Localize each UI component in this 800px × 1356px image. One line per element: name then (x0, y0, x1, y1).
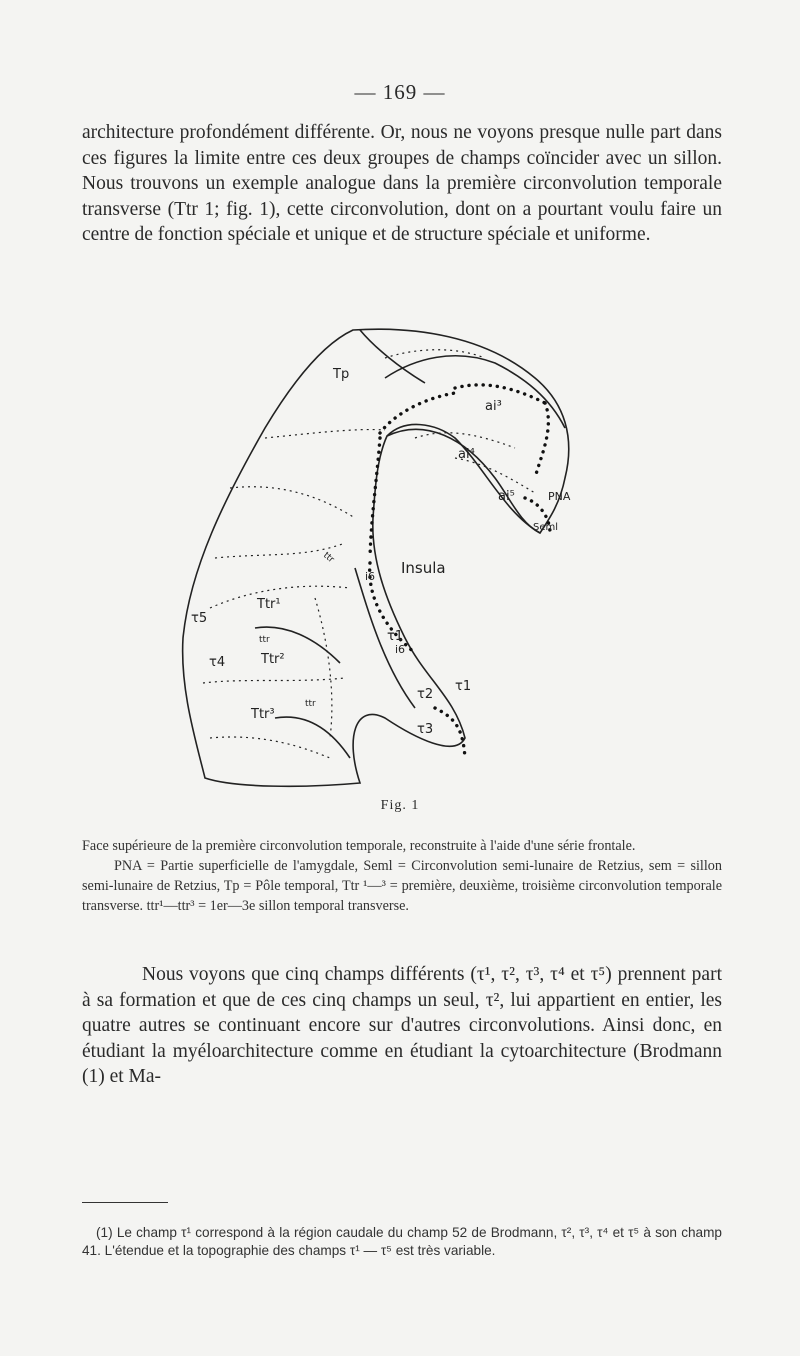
legend-line-1: Face supérieure de la première circonvolution temporale, reconstruite à l'aide d'une série frontale. (82, 838, 636, 854)
label-ai3: ai³ (485, 399, 502, 414)
label-ttr3: Ttr³ (251, 707, 275, 722)
label-t4: τ4 (209, 655, 226, 670)
figure-legend (82, 836, 722, 916)
label-seml: Seml (533, 522, 559, 533)
brain-figure (155, 318, 635, 818)
label-i6a: i6 (365, 570, 376, 583)
label-ttr2s: ttr (259, 635, 270, 645)
footnote: (1) Le champ τ¹ correspond à la région caudale du champ 52 de Brodmann, τ², τ³, τ⁴ et τ⁵ à son champ 41. L'étendue et la topographie des champs τ¹ — τ⁵ est très variable. (82, 1225, 722, 1258)
label-tp: Tp (333, 367, 350, 382)
label-ai4: ai⁴ (458, 447, 475, 462)
label-insula: Insula (401, 559, 446, 577)
label-t2: τ2 (417, 687, 434, 702)
label-t1a: τ1 (387, 629, 404, 644)
label-ttr1s: ttr (321, 550, 336, 566)
paragraph-1: architecture profondément différente. Or, nous ne voyons presque nulle part dans ces figures la limite entre ces deux groupes de champs coïncider avec un sillon. Nous trouvons un exemple analogue dans la première circonvolution temporale transverse (Ttr 1; fig. 1), cette circonvolution, dont on a pourtant voulu faire un centre de fonction spéciale et unique et de structure spéciale et uniforme. (82, 122, 722, 245)
figure-caption: Fig. 1 (380, 798, 420, 813)
label-ttr3s: ttr (305, 699, 316, 709)
label-t3: τ3 (417, 722, 434, 737)
label-i6b: i6 (395, 643, 406, 656)
label-ai5: ai⁵ (498, 489, 515, 504)
label-ttr2: Ttr² (261, 652, 285, 667)
label-t1b: τ1 (455, 679, 472, 694)
label-t5: τ5 (191, 611, 208, 626)
legend-line-2: PNA = Partie superficielle de l'amygdale, Seml = Circonvolution semi-lunaire de Retzius, sem = sillon semi-lunaire de Retzius, Tp = Pôle temporal, Ttr ¹—³ = première, deuxième, troisième circonvolution temporale transverse. ttr¹—ttr³ = 1er—3e sillon temporal transverse. (82, 858, 722, 914)
label-pna: PNA (548, 490, 571, 503)
page-number: — 169 — (354, 80, 446, 104)
label-ttr1: Ttr¹ (257, 597, 281, 612)
footnote-rule (82, 1202, 168, 1203)
paragraph-2: Nous voyons que cinq champs différents (τ¹, τ², τ³, τ⁴ et τ⁵) prennent part à sa formation et que de ces cinq champs un seul, τ², lui appartient en entier, les quatre autres se continuant encore sur d'autres circonvolutions. Ainsi donc, en étudiant la myéloarchitecture comme en étudiant la cytoarchitecture (Brodmann (1) et Ma- (82, 964, 722, 1087)
outer-contour (183, 329, 569, 786)
